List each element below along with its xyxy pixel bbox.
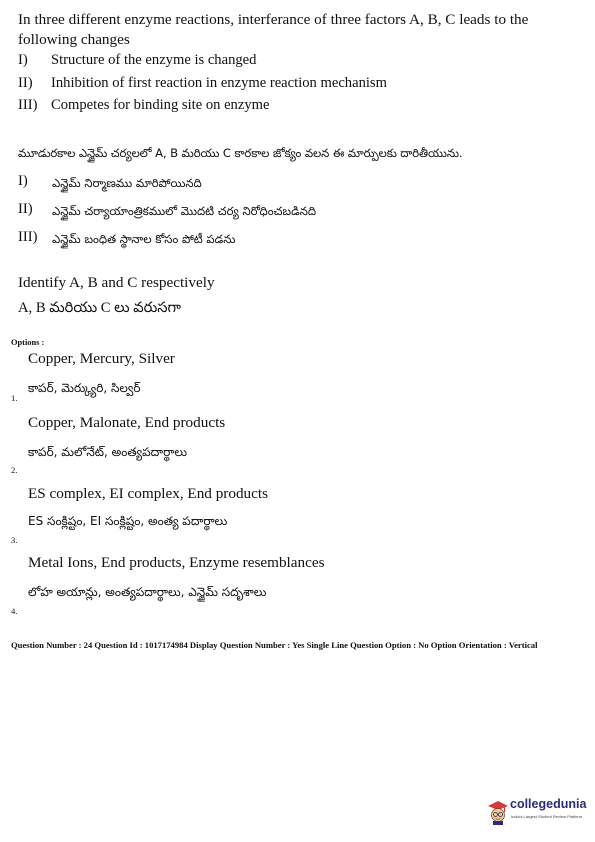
english-change-text: Competes for binding site on enzyme — [51, 97, 270, 113]
telugu-change-num: I) — [18, 173, 28, 189]
telugu-change-text: ఎన్జైమ్ చర్యాయాంత్రికములో మొదటి చర్య నిరోధించబడినది — [52, 204, 317, 218]
identify-english-text: Identify A, B and C respectively — [18, 274, 215, 291]
collegedunia-logo — [486, 796, 586, 830]
option-english-text: Copper, Malonate, End products — [28, 414, 226, 431]
english-change-num: II) — [18, 75, 33, 91]
option-number: 4. — [11, 606, 18, 616]
option-english-text: Metal Ions, End products, Enzyme resemblances — [28, 554, 325, 571]
telugu-change-text: ఎన్జైమ్ నిర్మాణము మారిపోయినది — [52, 176, 202, 190]
identify-telugu-text: A, B మరియు C లు వరుసగా — [18, 300, 181, 316]
option-english-text: ES complex, EI complex, End products — [28, 485, 268, 502]
question-meta-info: Question Number : 24 Question Id : 1017174984 Display Question Number : Yes Single Line Question Option : No Option Orientation : Vertical — [11, 640, 538, 650]
logo-wordmark: collegedunia — [510, 797, 587, 811]
english-change-num: III) — [18, 97, 38, 113]
english-change-text: Structure of the enzyme is changed — [51, 52, 257, 68]
telugu-change-num: III) — [18, 229, 38, 245]
telugu-change-text: ఎన్జైమ్ బంధిత స్థానాల కోసం పోటీ పడను — [52, 232, 236, 246]
option-number: 2. — [11, 465, 18, 475]
graduate-mascot-icon — [486, 798, 510, 826]
telugu-change-num: II) — [18, 201, 33, 217]
english-change-num: I) — [18, 52, 28, 68]
option-telugu-text: కాపర్, మెర్క్యురి, సిల్వర్ — [28, 381, 141, 395]
english-change-text: Inhibition of first reaction in enzyme reaction mechanism — [51, 75, 387, 91]
option-number: 3. — [11, 535, 18, 545]
option-telugu-text: ES సంక్లిష్టం, EI సంక్లిష్టం, అంత్య పదార్థాలు — [28, 514, 228, 528]
option-telugu-text: కాపర్, మలోనేట్, అంత్యపదార్థాలు — [28, 445, 188, 459]
option-english-text: Copper, Mercury, Silver — [28, 350, 175, 367]
logo-tagline: India's Largest Student Review Platform — [511, 814, 583, 819]
option-telugu-text: లోహ అయాన్లు, అంత్యపదార్థాలు, ఎన్జైమ్ సదృశాలు — [28, 585, 267, 599]
options-label: Options : — [11, 338, 45, 347]
question-english-text: In three different enzyme reactions, interferance of three factors A, B, C leads to the following changes — [18, 11, 529, 48]
option-number: 1. — [11, 393, 18, 403]
question-telugu-text: మూడురకాల ఎన్జైమ్ చర్యలలో A, B మరియు C కారకాల జోక్యం వలన ఈ మార్పులకు దారితీయును. — [18, 146, 463, 160]
